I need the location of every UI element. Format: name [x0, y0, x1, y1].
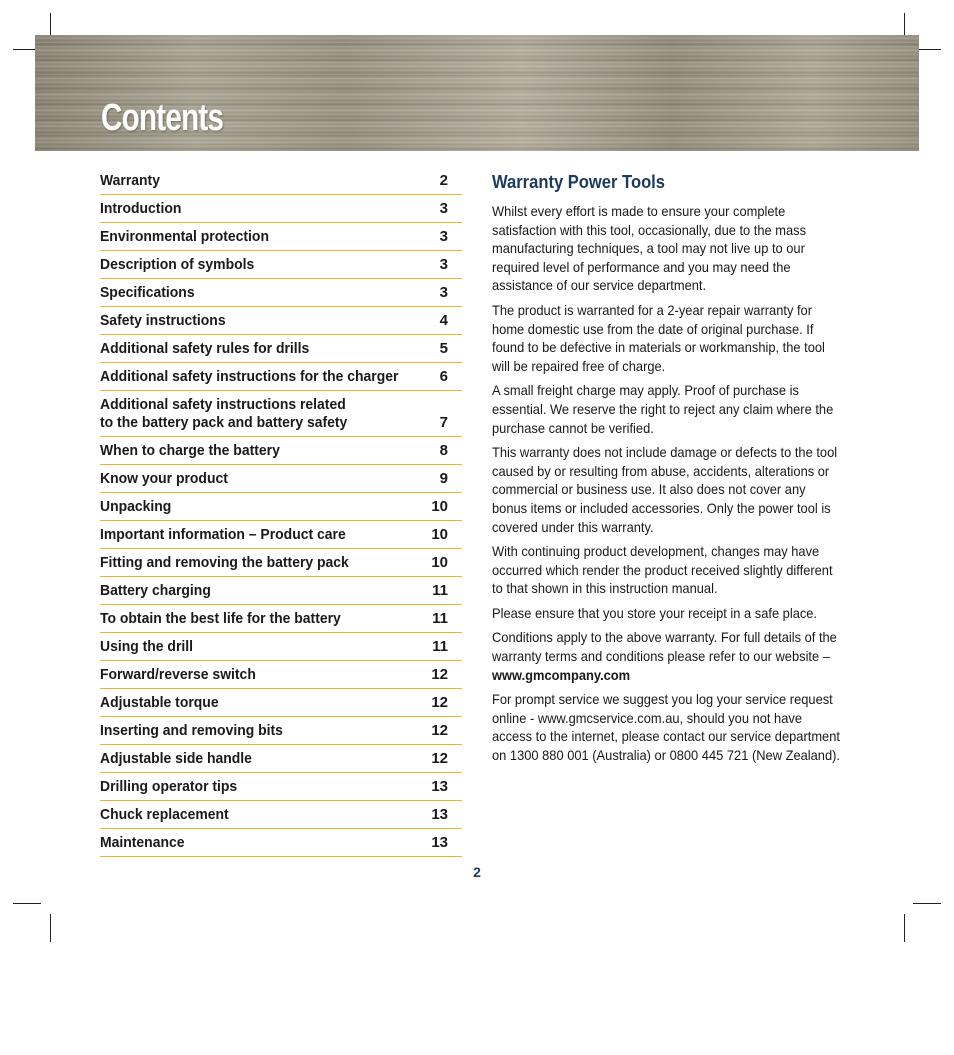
toc-entry-label: Unpacking [100, 498, 172, 515]
toc-entry[interactable] [100, 223, 462, 251]
warranty-paragraph: This warranty does not include damage or defects to the tool caused by or resulting from abuse, accidents, alterations or commercial or business use. It also does not cover any bonus items or included accessories. Only the power tool is covered under this warranty. [492, 444, 838, 535]
toc-entry-label: Additional safety instructions for the charger [100, 368, 399, 385]
page-number: 2 [473, 864, 481, 880]
website-link[interactable]: www.gmcompany.com [492, 666, 631, 683]
toc-entry-page: 10 [431, 554, 448, 571]
toc-entry-page: 12 [431, 722, 448, 739]
toc-entry[interactable] [100, 279, 462, 307]
toc-entry-label: When to charge the battery [100, 442, 280, 459]
toc-entry-page: 5 [439, 340, 448, 357]
toc-entry-label: Safety instructions [100, 312, 226, 329]
warranty-heading: Warranty Power Tools [492, 172, 666, 192]
crop-mark [50, 914, 51, 942]
toc-entry-label: Inserting and removing bits [100, 722, 283, 739]
toc-entry[interactable] [100, 773, 462, 801]
toc-entry-page: 2 [439, 172, 448, 189]
toc-entry-page: 8 [439, 442, 448, 459]
toc-entry-label: Drilling operator tips [100, 778, 238, 795]
crop-mark [13, 903, 41, 904]
toc-entry-label: Forward/reverse switch [100, 666, 256, 683]
toc-entry[interactable] [100, 829, 462, 857]
header-banner [35, 35, 919, 151]
toc-entry-page: 3 [439, 200, 448, 217]
toc-entry-label: Adjustable side handle [100, 750, 252, 767]
toc-entry-page: 3 [439, 284, 448, 301]
toc-entry-label: Using the drill [100, 638, 194, 655]
toc-entry[interactable] [100, 661, 462, 689]
toc-entry-page: 3 [439, 256, 448, 273]
toc-entry-page: 12 [431, 750, 448, 767]
warranty-paragraph: For prompt service we suggest you log your service request online - www.gmcservice.com.au, should you not have access to the internet, please contact our service department on 1300 880 001 (Australia) or 0800 445 721 (New Zealand). [492, 691, 840, 764]
toc-entry-page: 11 [432, 638, 448, 655]
toc-entry-page: 13 [431, 806, 448, 823]
toc-entry-label [100, 396, 347, 432]
toc-entry-label-line: Additional safety instructions related [100, 396, 346, 413]
crop-mark [904, 914, 905, 942]
toc-entry-page: 7 [439, 414, 448, 431]
toc-entry[interactable] [100, 521, 462, 549]
toc-entry[interactable] [100, 633, 462, 661]
warranty-paragraph: Please ensure that you store your receipt in a safe place. [492, 604, 818, 621]
toc-entry-page: 12 [431, 666, 448, 683]
toc-entry-label: Additional safety rules for drills [100, 340, 310, 357]
toc-entry[interactable] [100, 801, 462, 829]
toc-entry[interactable] [100, 391, 462, 437]
toc-entry[interactable] [100, 363, 462, 391]
table-of-contents [100, 167, 462, 857]
page-title: Contents [101, 97, 224, 139]
toc-entry[interactable] [100, 605, 462, 633]
toc-entry-label: Description of symbols [100, 256, 255, 273]
warranty-paragraph: Whilst every effort is made to ensure your complete satisfaction with this tool, occasionally, due to the mass manufacturing techniques, a tool may not live up to our required level of performance and you may need the assistance of our service department. [492, 203, 807, 294]
toc-entry-page: 6 [439, 368, 448, 385]
toc-entry[interactable] [100, 335, 462, 363]
toc-entry-label: Adjustable torque [100, 694, 219, 711]
toc-entry-label: Important information – Product care [100, 526, 346, 543]
toc-entry[interactable] [100, 465, 462, 493]
toc-entry-label: Specifications [100, 284, 195, 301]
toc-entry-page: 11 [432, 582, 448, 599]
toc-entry-page: 3 [439, 228, 448, 245]
toc-entry[interactable] [100, 167, 462, 195]
warranty-text: Conditions apply to the above warranty. For full details of the warranty terms and conditions please refer to our website – [492, 629, 837, 665]
toc-entry-page: 10 [431, 526, 448, 543]
toc-entry[interactable] [100, 689, 462, 717]
toc-entry[interactable] [100, 307, 462, 335]
toc-entry[interactable] [100, 717, 462, 745]
crop-mark [913, 903, 941, 904]
warranty-section [492, 172, 842, 771]
toc-entry[interactable] [100, 745, 462, 773]
toc-entry-label: Fitting and removing the battery pack [100, 554, 349, 571]
toc-entry[interactable] [100, 195, 462, 223]
toc-entry-page: 11 [432, 610, 448, 627]
warranty-paragraph: With continuing product development, changes may have occurred which render the product received slightly different to that shown in this instruction manual. [492, 543, 833, 597]
toc-entry[interactable] [100, 577, 462, 605]
toc-entry-label: Know your product [100, 470, 228, 487]
toc-entry-page: 4 [439, 312, 448, 329]
toc-entry[interactable] [100, 549, 462, 577]
toc-entry-label: To obtain the best life for the battery [100, 610, 341, 627]
warranty-paragraph: The product is warranted for a 2-year repair warranty for home domestic use from the date of original purchase. If found to be defective in materials or workmanship, the tool will be repaired free of charge. [492, 301, 825, 374]
toc-entry-page: 12 [431, 694, 448, 711]
toc-entry[interactable] [100, 493, 462, 521]
toc-entry-label-line: to the battery pack and battery safety [100, 414, 348, 431]
warranty-paragraph [492, 628, 842, 684]
toc-entry-label: Chuck replacement [100, 806, 229, 823]
toc-entry-label: Warranty [100, 172, 160, 189]
toc-entry-label: Environmental protection [100, 228, 269, 245]
toc-entry-label: Introduction [100, 200, 182, 217]
toc-entry-page: 13 [431, 778, 448, 795]
toc-entry-page: 10 [431, 498, 448, 515]
toc-entry-page: 13 [431, 834, 448, 851]
warranty-paragraph: A small freight charge may apply. Proof of purchase is essential. We reserve the right to reject any claim where the purchase cannot be verified. [492, 382, 834, 436]
toc-entry-label: Battery charging [100, 582, 211, 599]
toc-entry-page: 9 [439, 470, 448, 487]
toc-entry[interactable] [100, 251, 462, 279]
toc-entry-label: Maintenance [100, 834, 185, 851]
toc-entry[interactable] [100, 437, 462, 465]
